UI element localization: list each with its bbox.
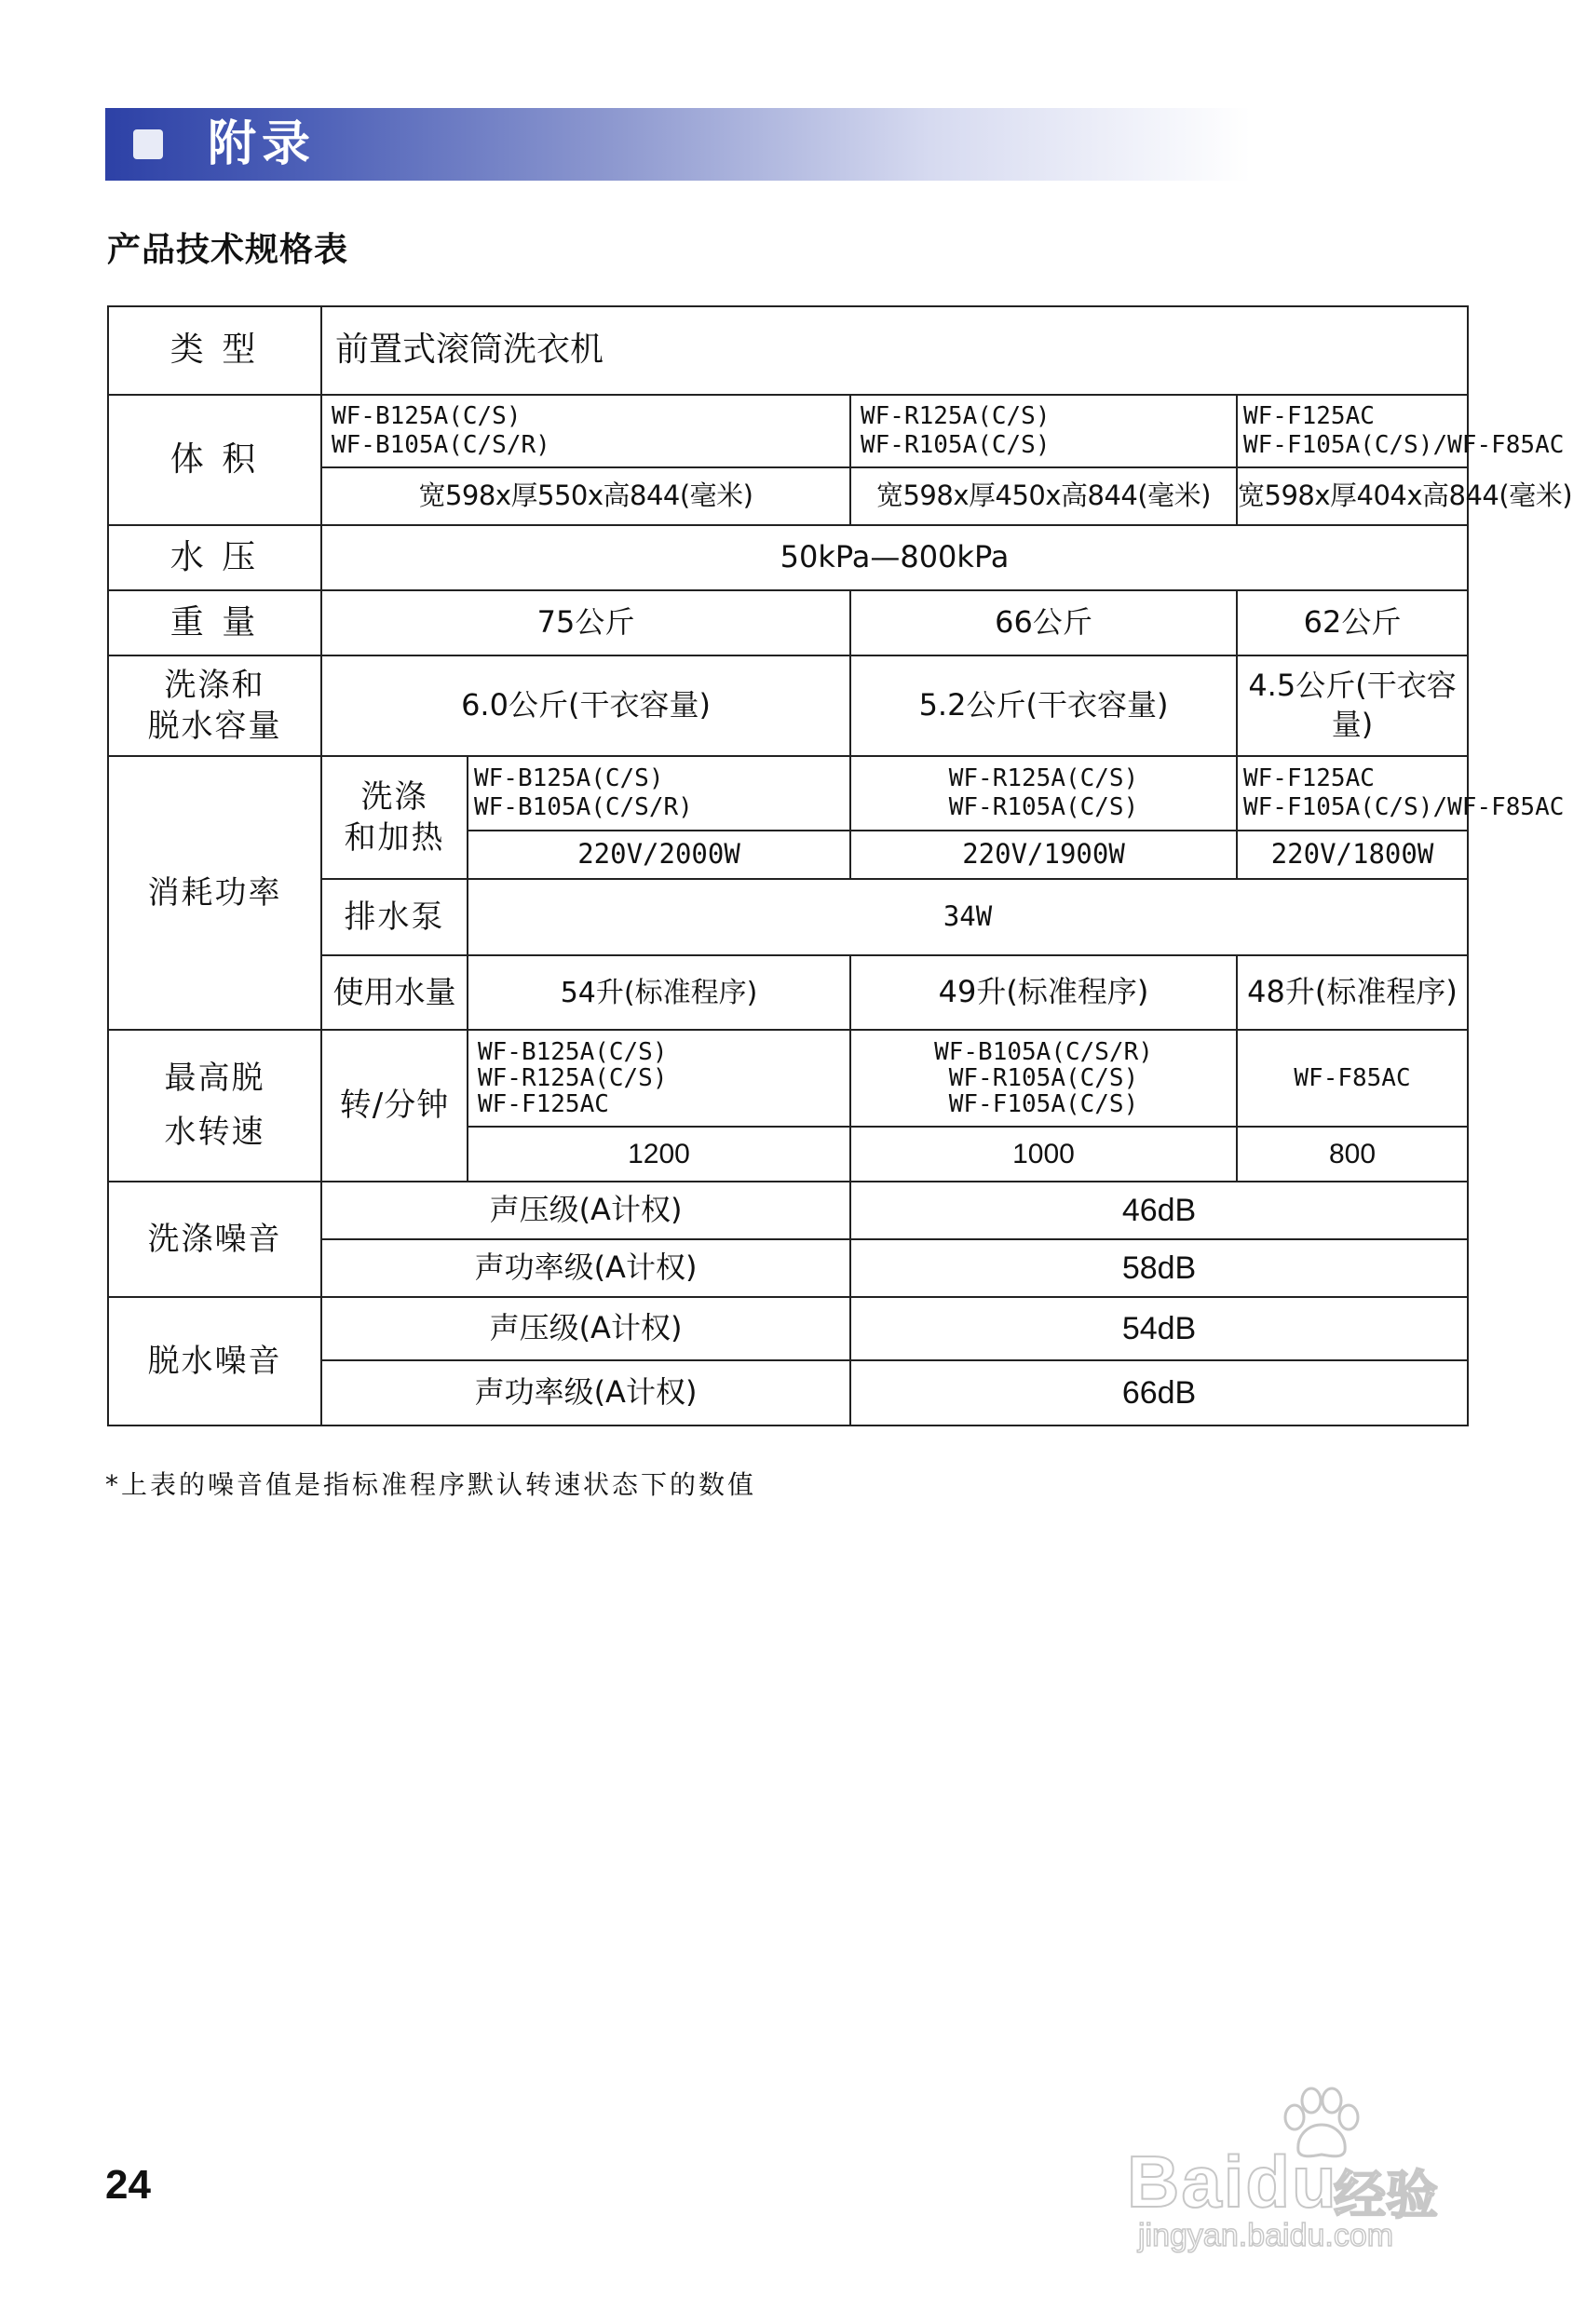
table-row [108, 1030, 1468, 1127]
drain-pump-label: 排水泵 [321, 879, 468, 955]
wash-heat-models-2: WF-R125A(C/S) WF-R105A(C/S) [850, 756, 1237, 831]
wash-heat-models-1: WF-B125A(C/S) WF-B105A(C/S/R) [468, 756, 850, 831]
capacity-value-3: 4.5公斤(干衣容量) [1237, 655, 1468, 756]
spin-noise-sound-pressure-value: 54dB [850, 1297, 1468, 1360]
table-row [108, 590, 1468, 655]
spin-noise-sound-power-label: 声功率级(A计权) [321, 1360, 850, 1425]
bullet-square-icon [133, 129, 163, 159]
watermark-url: jingyan.baidu.com [1138, 2218, 1394, 2253]
page-number: 24 [105, 2162, 151, 2208]
max-spin-models-1: WF-B125A(C/S) WF-R125A(C/S) WF-F125AC [468, 1030, 850, 1127]
wash-noise-label: 洗涤噪音 [108, 1182, 321, 1297]
volume-label: 体 积 [108, 395, 321, 525]
wash-heat-value-3: 220V/1800W [1237, 831, 1468, 879]
max-spin-value-3: 800 [1237, 1127, 1468, 1182]
table-row [108, 1297, 1468, 1360]
volume-dims-3: 宽598x厚404x高844(毫米) [1237, 467, 1468, 525]
table-row [108, 756, 1468, 831]
volume-dims-1: 宽598x厚550x高844(毫米) [321, 467, 850, 525]
watermark [1118, 2086, 1490, 2253]
wash-noise-sound-power-value: 58dB [850, 1239, 1468, 1297]
water-use-value-2: 49升(标准程序) [850, 955, 1237, 1030]
wash-heat-models-3: WF-F125AC WF-F105A(C/S)/WF-F85AC [1237, 756, 1468, 831]
spin-noise-sound-power-value: 66dB [850, 1360, 1468, 1425]
weight-label: 重 量 [108, 590, 321, 655]
wash-heat-label: 洗涤 和加热 [321, 756, 468, 879]
max-spin-value-1: 1200 [468, 1127, 850, 1182]
water-pressure-label: 水 压 [108, 525, 321, 590]
weight-value-3: 62公斤 [1237, 590, 1468, 655]
table-row [108, 655, 1468, 756]
volume-models-1: WF-B125A(C/S) WF-B105A(C/S/R) [321, 395, 850, 467]
max-spin-unit: 转/分钟 [321, 1030, 468, 1182]
table-row [108, 395, 1468, 467]
table-row [108, 306, 1468, 395]
spin-noise-sound-pressure-label: 声压级(A计权) [321, 1297, 850, 1360]
capacity-label: 洗涤和 脱水容量 [108, 655, 321, 756]
water-use-value-3: 48升(标准程序) [1237, 955, 1468, 1030]
wash-noise-sound-pressure-label: 声压级(A计权) [321, 1182, 850, 1239]
volume-models-3: WF-F125AC WF-F105A(C/S)/WF-F85AC [1237, 395, 1468, 467]
spec-table [107, 305, 1573, 1426]
volume-dims-2: 宽598x厚450x高844(毫米) [850, 467, 1237, 525]
water-pressure-value: 50kPa—800kPa [321, 525, 1468, 590]
max-spin-value-2: 1000 [850, 1127, 1237, 1182]
capacity-value-1: 6.0公斤(干衣容量) [321, 655, 850, 756]
table-row [108, 1182, 1468, 1239]
water-use-value-1: 54升(标准程序) [468, 955, 850, 1030]
spin-noise-label: 脱水噪音 [108, 1297, 321, 1425]
page-heading: 产品技术规格表 [107, 231, 349, 269]
weight-value-1: 75公斤 [321, 590, 850, 655]
max-spin-label: 最高脱 水转速 [108, 1030, 321, 1182]
table-row [108, 525, 1468, 590]
wash-heat-value-2: 220V/1900W [850, 831, 1237, 879]
type-value: 前置式滚筒洗衣机 [321, 306, 1468, 395]
max-spin-models-3: WF-F85AC [1237, 1030, 1468, 1127]
water-use-label: 使用水量 [321, 955, 468, 1030]
wash-noise-sound-pressure-value: 46dB [850, 1182, 1468, 1239]
wash-heat-value-1: 220V/2000W [468, 831, 850, 879]
watermark-brand-cn: 经验 [1334, 2166, 1438, 2226]
footnote: *上表的噪音值是指标准程序默认转速状态下的数值 [105, 1469, 757, 1500]
type-label: 类 型 [108, 306, 321, 395]
section-banner [105, 108, 1251, 181]
volume-models-2: WF-R125A(C/S) WF-R105A(C/S) [850, 395, 1237, 467]
power-label: 消耗功率 [108, 756, 321, 1030]
capacity-value-2: 5.2公斤(干衣容量) [850, 655, 1237, 756]
watermark-brand: Baidu [1127, 2141, 1338, 2223]
weight-value-2: 66公斤 [850, 590, 1237, 655]
drain-pump-value: 34W [468, 879, 1468, 955]
max-spin-models-2: WF-B105A(C/S/R) WF-R105A(C/S) WF-F105A(C/S) [850, 1030, 1237, 1127]
section-title: 附录 [208, 116, 317, 172]
wash-noise-sound-power-label: 声功率级(A计权) [321, 1239, 850, 1297]
